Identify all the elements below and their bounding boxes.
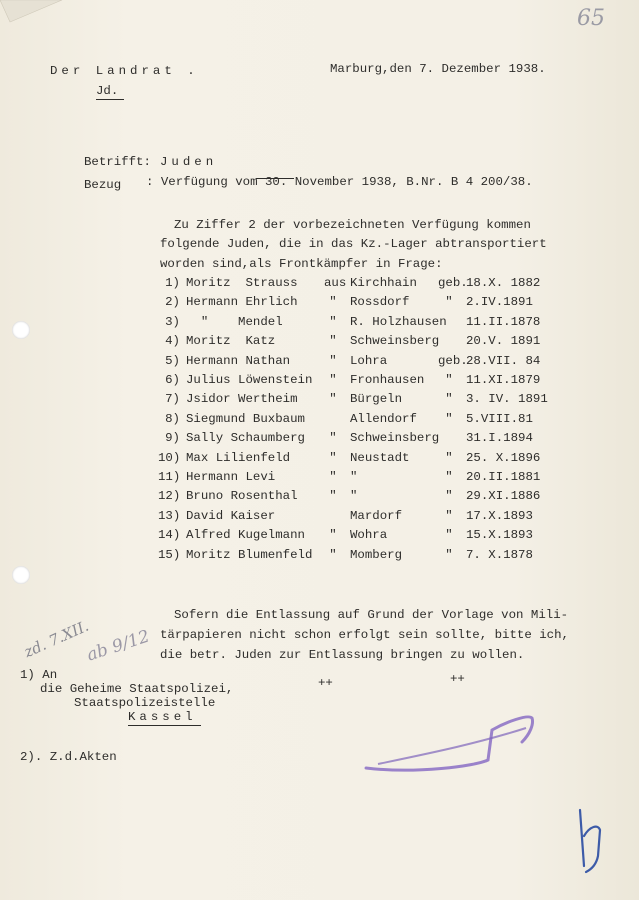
person-birthplace: " — [350, 470, 358, 484]
person-name: Moritz Strauss — [186, 276, 298, 290]
person-name: Jsidor Wertheim — [186, 392, 298, 407]
pencil-note-2: ab 9/12 — [84, 626, 153, 666]
person-origin-marker: " — [329, 528, 337, 543]
place-date: Marburg,den 7. Dezember 1938. — [330, 62, 546, 76]
person-birthplace: Schweinsberg — [350, 431, 440, 446]
person-name: Bruno Rosenthal — [186, 489, 298, 504]
person-geb-marker: " — [445, 528, 453, 543]
person-birthplace: " — [350, 489, 358, 504]
person-birthdate: 11.II.1878 — [466, 314, 541, 329]
person-origin-marker: " — [329, 470, 337, 484]
intro-line-1: Zu Ziffer 2 der vorbezeichneten Verfügung kommen — [174, 218, 531, 232]
person-birthdate: 18.X. 1882 — [466, 276, 541, 290]
person-geb-marker: " — [445, 450, 453, 465]
person-birthdate: 2.IV.1891 — [466, 295, 533, 310]
person-birthplace: Bürgeln — [350, 392, 403, 407]
person-birthdate: 20.V. 1891 — [466, 334, 541, 349]
person-birthdate: 25. X.1896 — [466, 450, 541, 465]
person-origin-marker: " — [329, 489, 337, 504]
person-origin-marker: " — [329, 392, 337, 407]
person-birthplace: Fronhausen — [350, 373, 425, 387]
person-number: 4) — [165, 334, 180, 349]
person-number: 2) — [165, 295, 180, 310]
person-origin-marker: " — [329, 373, 337, 387]
person-number: 12) — [158, 489, 181, 504]
page-number: 65 — [577, 6, 605, 31]
closing-line-2: tärpapieren nicht schon erfolgt sein sollte, bitte ich, — [160, 628, 569, 642]
person-number: 13) — [158, 508, 181, 523]
person-name: Hermann Nathan — [186, 353, 291, 368]
person-birthdate: 31.I.1894 — [466, 431, 533, 446]
person-origin-marker: aus — [324, 276, 347, 290]
person-birthdate: 29.XI.1886 — [466, 489, 541, 504]
person-birthplace: Wohra — [350, 528, 388, 543]
person-geb-marker: " — [445, 373, 453, 387]
person-geb-marker: " — [445, 470, 453, 484]
person-birthdate: 28.VII. 84 — [466, 353, 541, 368]
intro-line-3: worden sind,als Frontkämpfer in Frage: — [160, 257, 443, 271]
betrifft-label: Betrifft: — [84, 155, 151, 169]
recipient-number: 1) An — [20, 668, 58, 682]
person-birthplace: Kirchhain — [350, 276, 417, 290]
punch-hole-bottom — [12, 566, 30, 584]
person-birthdate: 5.VIII.81 — [466, 411, 533, 426]
pencil-note-1: zd. 7.XII. — [21, 616, 92, 662]
recipient-city: Kassel — [128, 710, 201, 726]
plus-mark-left: ++ — [318, 676, 333, 690]
person-birthplace: Schweinsberg — [350, 334, 440, 349]
person-birthdate: 17.X.1893 — [466, 508, 533, 523]
person-origin-marker: " — [329, 295, 337, 310]
person-name: " Mendel — [186, 314, 283, 329]
person-number: 8) — [165, 411, 180, 426]
authority-initials: Jd. — [96, 84, 124, 100]
person-number: 14) — [158, 528, 181, 543]
person-birthdate: 3. IV. 1891 — [466, 392, 548, 407]
closing-line-1: Sofern die Entlassung auf Grund der Vorlage von Mili- — [174, 608, 569, 622]
person-birthplace: Allendorf — [350, 411, 417, 426]
person-name: Moritz Katz — [186, 334, 276, 349]
plus-mark-right: ++ — [450, 672, 465, 686]
person-origin-marker: " — [329, 334, 337, 349]
person-origin-marker: " — [329, 353, 337, 368]
person-birthplace: Rossdorf — [350, 295, 410, 310]
person-birthplace: Mardorf — [350, 508, 403, 523]
person-number: 10) — [158, 450, 181, 465]
person-birthplace: Lohra — [350, 353, 388, 368]
person-origin-marker: " — [329, 431, 337, 446]
person-geb-marker: " — [445, 392, 453, 407]
recipient-line-1: die Geheime Staatspolizei, — [40, 682, 234, 696]
bezug-label: Bezug — [84, 178, 122, 192]
person-name: Sally Schaumberg — [186, 431, 305, 446]
person-name: Moritz Blumenfeld — [186, 547, 313, 562]
person-name: Hermann Ehrlich — [186, 295, 298, 310]
person-origin-marker: " — [329, 314, 337, 329]
folded-corner — [0, 0, 70, 40]
person-origin-marker: " — [329, 450, 337, 465]
bezug-value: : Verfügung vom 30. November 1938, B.Nr. B 4 200/38. — [146, 175, 533, 189]
person-origin-marker: " — [329, 547, 337, 562]
person-number: 9) — [165, 431, 180, 446]
person-geb-marker: geb. — [438, 276, 468, 290]
punch-hole-top — [12, 321, 30, 339]
ink-initial — [572, 806, 608, 876]
person-geb-marker: " — [445, 295, 453, 310]
person-birthdate: 11.XI.1879 — [466, 373, 541, 387]
betrifft-value: Juden — [160, 155, 218, 169]
person-name: Hermann Levi — [186, 470, 276, 484]
person-name: Max Lilienfeld — [186, 450, 291, 465]
person-birthplace: Neustadt — [350, 450, 410, 465]
signature — [356, 708, 546, 780]
person-name: Alfred Kugelmann — [186, 528, 305, 543]
person-number: 5) — [165, 353, 180, 368]
person-birthplace: Momberg — [350, 547, 403, 562]
person-name: David Kaiser — [186, 508, 276, 523]
person-name: Julius Löwenstein — [186, 373, 313, 387]
recipient-line-2: Staatspolizeistelle — [74, 696, 216, 710]
person-geb-marker: " — [445, 411, 453, 426]
file-note: 2). Z.d.Akten — [20, 750, 117, 764]
person-birthplace: R. Holzhausen — [350, 314, 447, 329]
person-birthdate: 15.X.1893 — [466, 528, 533, 543]
person-geb-marker: " — [445, 489, 453, 504]
person-geb-marker: " — [445, 508, 453, 523]
closing-line-3: die betr. Juden zur Entlassung bringen zu wollen. — [160, 648, 525, 662]
person-number: 1) — [165, 276, 180, 290]
person-number: 15) — [158, 547, 181, 562]
person-number: 6) — [165, 373, 180, 387]
person-birthdate: 20.II.1881 — [466, 470, 541, 484]
person-number: 11) — [158, 470, 181, 484]
intro-line-2: folgende Juden, die in das Kz.-Lager abtransportiert — [160, 237, 547, 251]
person-name: Siegmund Buxbaum — [186, 411, 305, 426]
person-number: 3) — [165, 314, 180, 329]
authority: Der Landrat . — [50, 64, 199, 78]
person-number: 7) — [165, 392, 180, 407]
person-geb-marker: " — [445, 547, 453, 562]
person-birthdate: 7. X.1878 — [466, 547, 533, 562]
person-geb-marker: geb. — [438, 353, 468, 368]
